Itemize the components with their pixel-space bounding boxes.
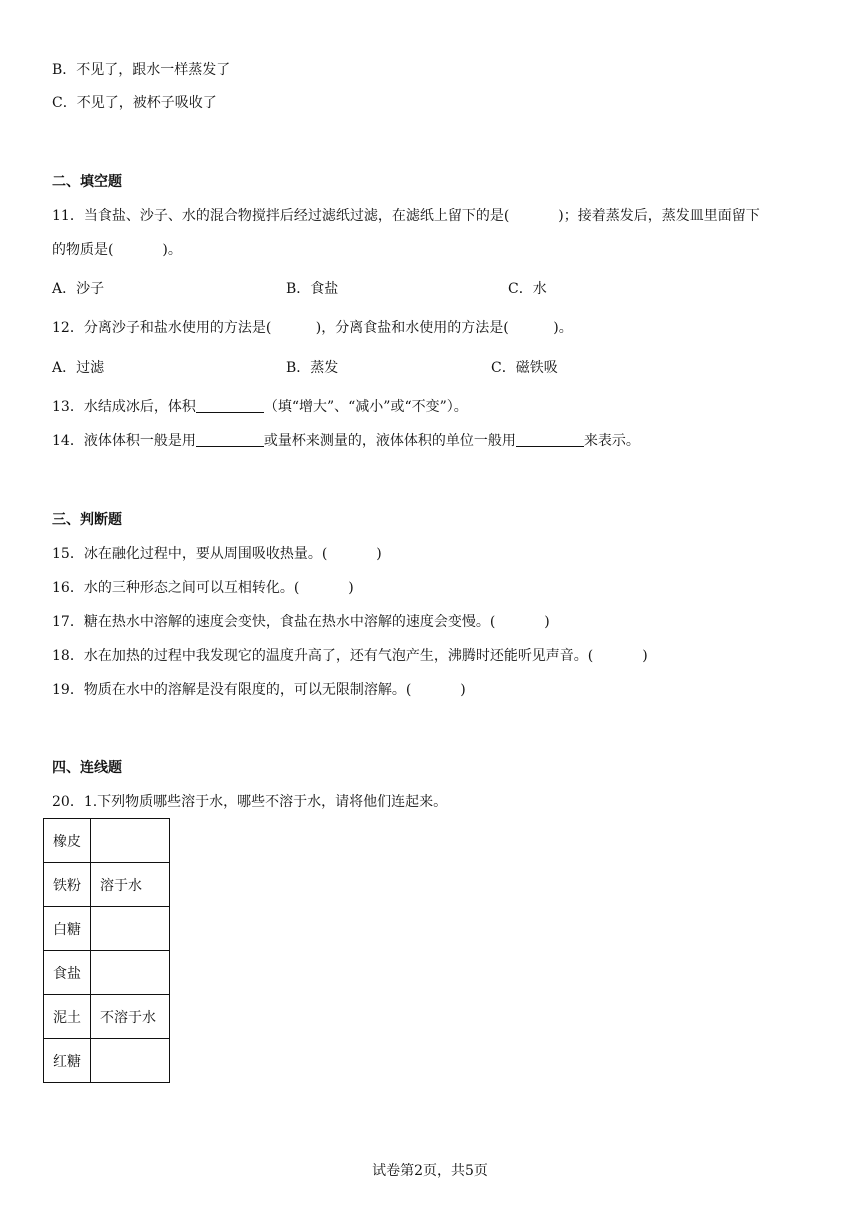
q13-text-b: （填“增大”、“减小”或“不变”）。 [263, 399, 468, 415]
question-12 [52, 318, 573, 338]
table-row [44, 951, 170, 995]
substance-cell[interactable]: 红糖 [44, 1039, 91, 1083]
q11-option-c: C．水 [508, 281, 547, 297]
category-cell[interactable] [91, 1039, 170, 1083]
question-18 [52, 646, 648, 666]
q14-text-a: 14．液体体积一般是用 [52, 433, 196, 449]
question-16 [52, 578, 354, 598]
paren-close: ) [460, 682, 466, 698]
question-20: 20．1.下列物质哪些溶于水，哪些不溶于水，请将他们连起来。 [52, 794, 448, 810]
q14-text-b: 或量杯来测量的，液体体积的单位一般用 [263, 433, 516, 449]
q11-option-b: B．食盐 [286, 281, 339, 297]
q12-text-c: )。 [553, 320, 573, 336]
section-title-fill-blank: 二、填空题 [52, 174, 122, 190]
q12-text-b: )，分离食盐和水使用的方法是( [315, 320, 509, 336]
q10-option-c: C．不见了，被杯子吸收了 [52, 95, 217, 111]
answer-paren [411, 682, 460, 698]
category-cell[interactable]: 不溶于水 [91, 995, 170, 1039]
q12-option-a: A．过滤 [52, 360, 105, 376]
q12-option-c: C．磁铁吸 [491, 360, 558, 376]
section-title-matching: 四、连线题 [52, 760, 122, 776]
section-title-true-false: 三、判断题 [52, 512, 122, 528]
table-row [44, 1039, 170, 1083]
table-row [44, 907, 170, 951]
table-row [44, 819, 170, 863]
q14-text-c: 来表示。 [583, 433, 640, 449]
paren-close: ) [642, 648, 648, 664]
answer-paren [593, 648, 642, 664]
q12-text-a: 12．分离沙子和盐水使用的方法是( [52, 320, 272, 336]
substance-cell[interactable]: 铁粉 [44, 863, 91, 907]
q19-text: 19．物质在水中的溶解是没有限度的，可以无限制溶解。( [52, 682, 412, 698]
matching-table [43, 818, 170, 1083]
category-cell[interactable]: 溶于水 [91, 863, 170, 907]
question-13 [52, 397, 468, 417]
page-footer: 试卷第2页，共5页 [372, 1163, 488, 1179]
q15-text: 15．冰在融化过程中，要从周围吸收热量。( [52, 546, 328, 562]
table-row [44, 995, 170, 1039]
answer-paren [509, 320, 554, 336]
question-14 [52, 431, 640, 451]
category-cell[interactable] [91, 951, 170, 995]
substance-cell[interactable]: 白糖 [44, 907, 91, 951]
answer-paren [495, 614, 544, 630]
answer-paren [271, 320, 316, 336]
answer-blank[interactable] [516, 432, 584, 447]
question-11-line2 [52, 240, 182, 260]
question-17 [52, 612, 550, 632]
q10-option-b: B．不见了，跟水一样蒸发了 [52, 62, 231, 78]
answer-paren [299, 580, 348, 596]
category-cell[interactable] [91, 819, 170, 863]
paren-close: ) [544, 614, 550, 630]
q11-text-d: )。 [162, 242, 182, 258]
q18-text: 18．水在加热的过程中我发现它的温度升高了，还有气泡产生，沸腾时还能听见声音。( [52, 648, 594, 664]
answer-paren [509, 208, 558, 224]
q11-text-a: 11．当食盐、沙子、水的混合物搅拌后经过滤纸过滤，在滤纸上留下的是( [52, 208, 510, 224]
substance-cell[interactable]: 橡皮 [44, 819, 91, 863]
q16-text: 16．水的三种形态之间可以互相转化。( [52, 580, 300, 596]
answer-paren [113, 242, 162, 258]
question-19 [52, 680, 466, 700]
answer-blank[interactable] [196, 432, 264, 447]
q11-option-a: A．沙子 [52, 281, 105, 297]
q11-text-b: )；接着蒸发后，蒸发皿里面留下 [558, 208, 760, 224]
answer-blank[interactable] [196, 398, 264, 413]
substance-cell[interactable]: 泥土 [44, 995, 91, 1039]
q13-text-a: 13．水结成冰后，体积 [52, 399, 196, 415]
q17-text: 17．糖在热水中溶解的速度会变快，食盐在热水中溶解的速度会变慢。( [52, 614, 496, 630]
q11-text-c: 的物质是( [52, 242, 114, 258]
paren-close: ) [348, 580, 354, 596]
substance-cell[interactable]: 食盐 [44, 951, 91, 995]
table-row [44, 863, 170, 907]
category-cell[interactable] [91, 907, 170, 951]
question-15 [52, 544, 382, 564]
answer-paren [327, 546, 376, 562]
paren-close: ) [376, 546, 382, 562]
q12-option-b: B．蒸发 [286, 360, 339, 376]
question-11-line1 [52, 206, 760, 226]
